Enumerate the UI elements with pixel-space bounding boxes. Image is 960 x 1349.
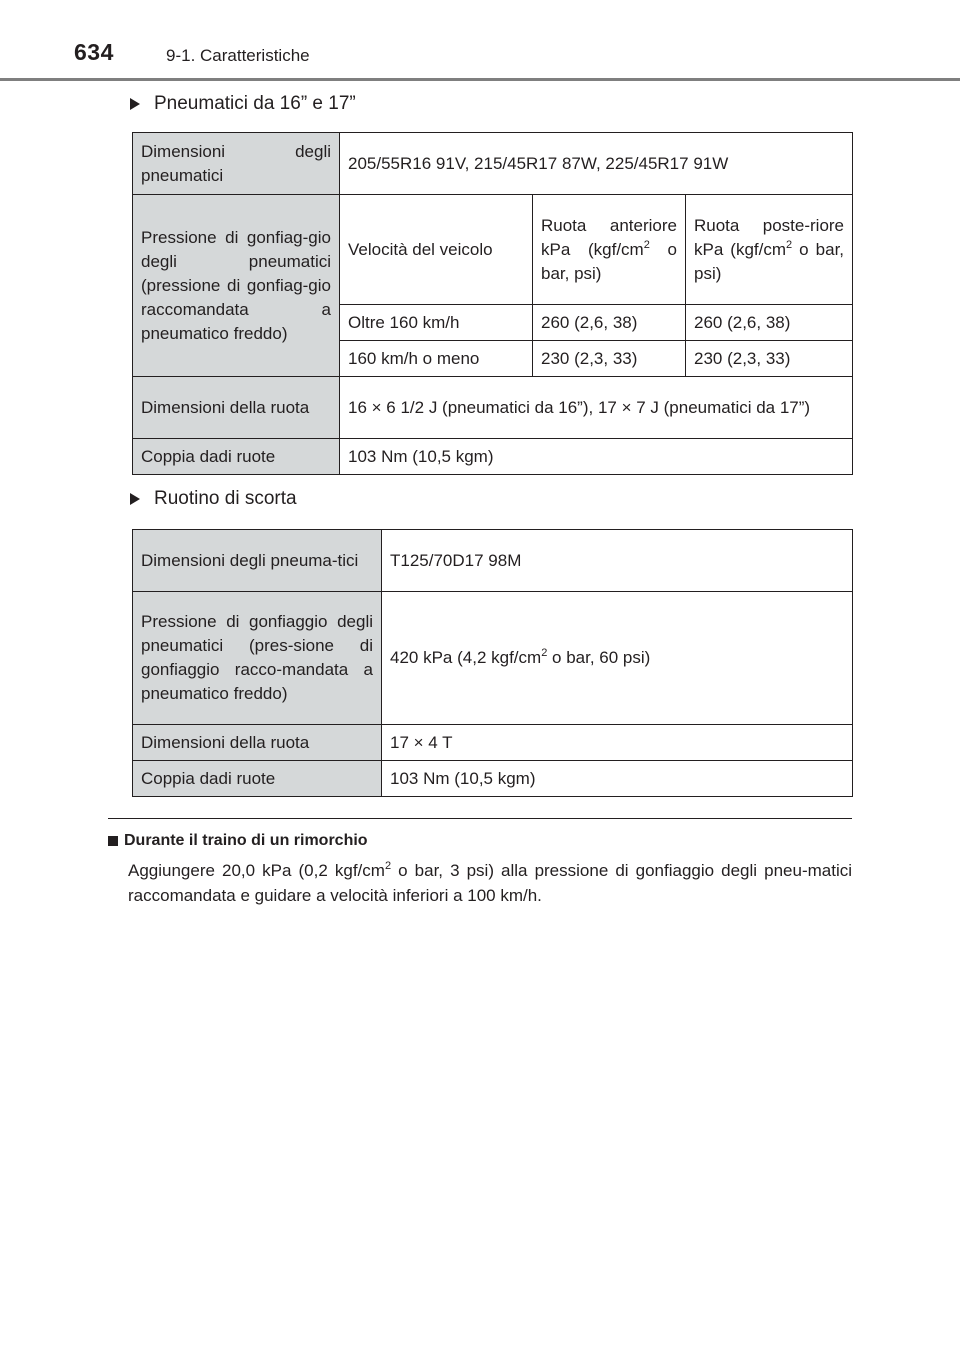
pressure-label: Pressione di gonfiaggio degli pneumatici (pres-sione di gonfiaggio racco-mandata a pneumatico freddo) bbox=[133, 592, 382, 725]
table-row bbox=[133, 725, 853, 761]
tire-size-value: T125/70D17 98M bbox=[382, 530, 853, 592]
rear-pressure-cell: 230 (2,3, 33) bbox=[686, 341, 853, 377]
front-pressure-cell: 230 (2,3, 33) bbox=[533, 341, 686, 377]
pressure-value bbox=[382, 592, 853, 725]
spare-tire-spec-table bbox=[132, 529, 853, 797]
speed-cell: Oltre 160 km/h bbox=[340, 305, 533, 341]
triangle-bullet-icon bbox=[130, 493, 140, 505]
triangle-bullet-icon bbox=[130, 98, 140, 110]
col-rear-header bbox=[686, 195, 853, 305]
note-title bbox=[108, 832, 368, 850]
heading-spare-tire bbox=[130, 488, 297, 510]
superscript: 2 bbox=[786, 238, 793, 251]
tire-size-label: Dimensioni degli pneuma-tici bbox=[133, 530, 382, 592]
front-pressure-cell: 260 (2,6, 38) bbox=[533, 305, 686, 341]
heading-text: Ruotino di scorta bbox=[154, 488, 297, 509]
tires-spec-table bbox=[132, 132, 853, 475]
page-header bbox=[0, 0, 960, 82]
col-front-text: Ruota anteriore kPa (kgf/cm bbox=[541, 215, 677, 259]
col-rear-text-end: o bar, psi) bbox=[694, 239, 845, 283]
superscript: 2 bbox=[384, 860, 392, 872]
header-divider bbox=[0, 78, 960, 81]
heading-text: Pneumatici da 16” e 17” bbox=[154, 93, 356, 114]
torque-value: 103 Nm (10,5 kgm) bbox=[382, 761, 853, 797]
superscript: 2 bbox=[643, 238, 650, 251]
superscript: 2 bbox=[541, 647, 548, 659]
wheel-size-value: 16 × 6 1/2 J (pneumatici da 16”), 17 × 7 J (pneumatici da 17”) bbox=[340, 377, 853, 439]
tire-size-value: 205/55R16 91V, 215/45R17 87W, 225/45R17 91W bbox=[340, 133, 853, 195]
pressure-label: Pressione di gonfiag-gio degli pneumatici (pressione di gonfiag-gio raccomandata a pneumatico freddo) bbox=[133, 195, 340, 377]
pressure-value-text: 420 kPa (4,2 kgf/cm bbox=[390, 648, 542, 667]
col-speed-header: Velocità del veicolo bbox=[340, 195, 533, 305]
table-row bbox=[133, 592, 853, 725]
page-number: 634 bbox=[74, 39, 114, 65]
rear-pressure-cell: 260 (2,6, 38) bbox=[686, 305, 853, 341]
torque-label: Coppia dadi ruote bbox=[133, 439, 340, 475]
col-front-text-end: o bar, psi) bbox=[541, 239, 677, 283]
note-title-text: Durante il traino di un rimorchio bbox=[124, 832, 368, 849]
heading-tires-16-17 bbox=[130, 93, 356, 115]
wheel-size-value: 17 × 4 T bbox=[382, 725, 853, 761]
table-row bbox=[133, 195, 853, 305]
section-divider bbox=[108, 818, 852, 819]
wheel-size-label: Dimensioni della ruota bbox=[133, 725, 382, 761]
note-body-text-end: o bar, 3 psi) alla pressione di gonfiaggio degli pneu-matici raccomandata e guidare a velocità inferiori a 100 km/h. bbox=[128, 861, 853, 905]
table-row bbox=[133, 439, 853, 475]
tire-size-label: Dimensioni degli pneumatici bbox=[133, 133, 340, 195]
pressure-value-text-end: o bar, 60 psi) bbox=[547, 648, 651, 667]
col-rear-text: Ruota poste-riore kPa (kgf/cm bbox=[694, 215, 845, 259]
torque-value: 103 Nm (10,5 kgm) bbox=[340, 439, 853, 475]
table-row bbox=[133, 530, 853, 592]
col-front-header bbox=[533, 195, 686, 305]
torque-label: Coppia dadi ruote bbox=[133, 761, 382, 797]
table-row bbox=[133, 377, 853, 439]
note-body-text: Aggiungere 20,0 kPa (0,2 kgf/cm bbox=[128, 861, 385, 880]
section-title: 9-1. Caratteristiche bbox=[166, 46, 310, 65]
table-row bbox=[133, 761, 853, 797]
wheel-size-label: Dimensioni della ruota bbox=[133, 377, 340, 439]
note-body bbox=[128, 858, 852, 908]
square-bullet-icon bbox=[108, 836, 118, 846]
speed-cell: 160 km/h o meno bbox=[340, 341, 533, 377]
table-row bbox=[133, 133, 853, 195]
